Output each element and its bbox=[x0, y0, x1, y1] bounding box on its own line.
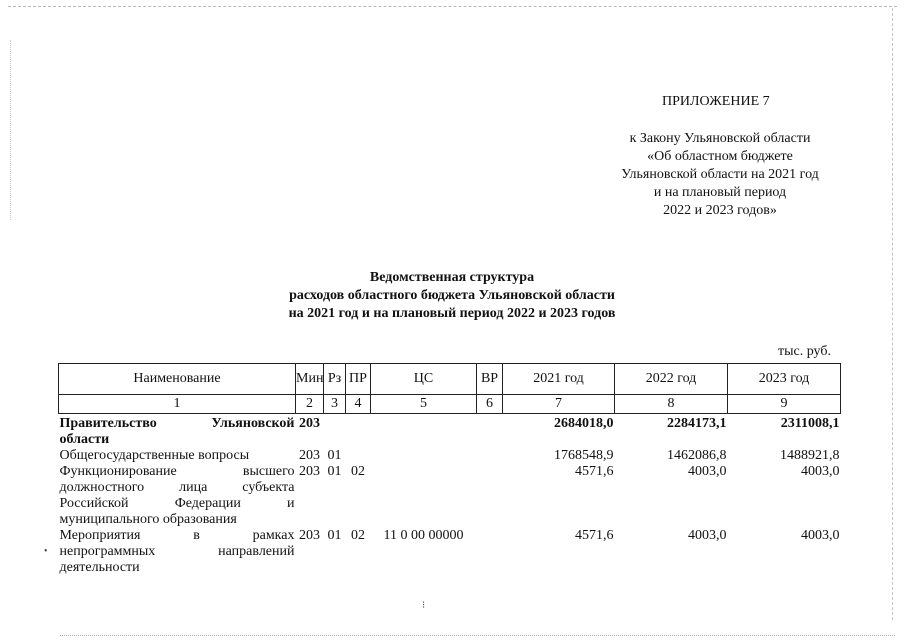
column-number: 2 bbox=[296, 395, 324, 414]
column-header-vr: ВР bbox=[477, 364, 503, 395]
row-vr bbox=[477, 414, 503, 449]
row-min: 203 bbox=[299, 464, 320, 479]
row-cs: 11 0 00 00000 bbox=[383, 528, 464, 543]
table-row bbox=[59, 414, 841, 449]
row-min: 203 bbox=[299, 448, 320, 463]
document-title-line: на 2021 год и на плановый период 2022 и 2023 годов bbox=[288, 306, 616, 321]
row-value-2021: 1768548,9 bbox=[554, 448, 614, 463]
row-cs bbox=[371, 414, 477, 449]
row-value-2022: 4003,0 bbox=[688, 528, 727, 543]
row-value-2021: 4571,6 bbox=[575, 464, 614, 479]
row-value-2022: 1462086,8 bbox=[667, 448, 727, 463]
annex-reference-line: к Закону Ульяновской области bbox=[629, 131, 811, 146]
scan-edge-bottom bbox=[60, 635, 895, 636]
column-header-name: Наименование bbox=[59, 364, 296, 395]
column-header-cs: ЦС bbox=[371, 364, 477, 395]
row-name: Правительство Ульяновской области bbox=[59, 416, 295, 447]
row-value-2022: 2284173,1 bbox=[667, 416, 727, 431]
scan-edge-top bbox=[8, 6, 897, 7]
column-number: 8 bbox=[615, 395, 728, 414]
scan-edge-left bbox=[10, 40, 11, 220]
column-header-2023: 2023 год bbox=[728, 364, 841, 395]
row-pr: 02 bbox=[351, 464, 365, 479]
column-number: 7 bbox=[503, 395, 615, 414]
row-rz: 01 bbox=[327, 448, 342, 463]
document-title bbox=[232, 269, 672, 323]
row-pr: 02 bbox=[351, 528, 365, 543]
column-header-2021: 2021 год bbox=[503, 364, 615, 395]
column-header-pr: ПР bbox=[346, 364, 371, 395]
column-number: 9 bbox=[728, 395, 841, 414]
row-value-2021: 4571,6 bbox=[575, 528, 614, 543]
column-number: 5 bbox=[371, 395, 477, 414]
column-number: 3 bbox=[324, 395, 346, 414]
column-number: 1 bbox=[59, 395, 296, 414]
annex-reference-line: Ульяновской области на 2021 год bbox=[621, 167, 819, 182]
document-title-line: Ведомственная структура bbox=[369, 270, 535, 285]
row-value-2023: 4003,0 bbox=[801, 528, 840, 543]
annex-title: ПРИЛОЖЕНИЕ 7 bbox=[662, 94, 770, 109]
annex-reference-line: «Об областном бюджете bbox=[647, 149, 793, 164]
scan-edge-right bbox=[892, 8, 893, 620]
row-min: 203 bbox=[299, 528, 320, 543]
row-value-2023: 4003,0 bbox=[801, 464, 840, 479]
row-pr bbox=[346, 448, 371, 464]
annex-reference bbox=[590, 130, 850, 220]
column-header-min: Мин bbox=[296, 364, 324, 395]
table-header-row bbox=[59, 364, 841, 395]
annex-reference-line: 2022 и 2023 годов» bbox=[663, 203, 777, 218]
row-rz: 01 bbox=[327, 528, 342, 543]
row-value-2023: 2311008,1 bbox=[780, 416, 840, 431]
row-name: Общегосударственные вопросы bbox=[59, 448, 250, 463]
scan-artifact: ⁝ bbox=[422, 600, 426, 611]
column-header-rz: Рз bbox=[324, 364, 346, 395]
table-row bbox=[59, 448, 841, 464]
column-header-2022: 2022 год bbox=[615, 364, 728, 395]
scan-artifact: • bbox=[44, 546, 48, 557]
row-cs bbox=[371, 448, 477, 464]
row-name: Мероприятия в рамках непрограммных направлений деятельности bbox=[59, 528, 295, 575]
row-vr bbox=[477, 448, 503, 464]
row-pr bbox=[346, 414, 371, 449]
row-rz bbox=[324, 414, 346, 449]
row-value-2022: 4003,0 bbox=[688, 464, 727, 479]
row-min: 203 bbox=[299, 416, 320, 431]
units-label: тыс. руб. bbox=[778, 344, 831, 359]
row-value-2021: 2684018,0 bbox=[554, 416, 614, 431]
annex-reference-line: и на плановый период bbox=[653, 185, 787, 200]
table-row bbox=[59, 464, 841, 528]
document-title-line: расходов областного бюджета Ульяновской области bbox=[289, 288, 615, 303]
row-value-2023: 1488921,8 bbox=[780, 448, 840, 463]
row-vr bbox=[477, 464, 503, 528]
row-rz: 01 bbox=[327, 464, 342, 479]
column-number: 6 bbox=[477, 395, 503, 414]
row-cs bbox=[371, 464, 477, 528]
table-row bbox=[59, 528, 841, 576]
row-vr bbox=[477, 528, 503, 576]
row-name: Функционирование высшего должностного лица субъекта Российской Федерации и муниципального образования bbox=[59, 464, 295, 527]
column-number: 4 bbox=[346, 395, 371, 414]
column-number-row bbox=[59, 395, 841, 414]
budget-table bbox=[58, 363, 841, 576]
